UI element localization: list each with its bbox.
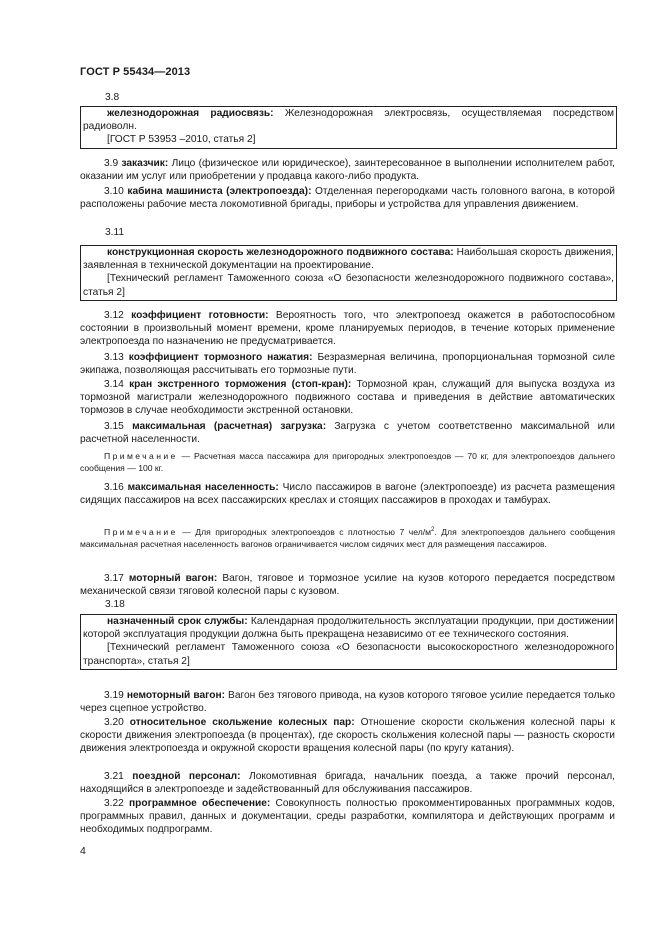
note-superscript: 2 xyxy=(431,527,435,533)
source-reference: [ГОСТ Р 53953 –2010, статья 2] xyxy=(107,134,256,146)
definition-box xyxy=(80,614,617,670)
definition: Локомотивная бригада, начальник поезда, а также прочий персонал, находящийся в электропоезде и задействованный для обслуживания пассажиров. xyxy=(80,771,616,796)
definition-paragraph xyxy=(80,185,615,211)
term-number: 3.13 xyxy=(104,352,124,363)
term: назначенный срок службы: xyxy=(107,616,248,627)
definition-paragraph xyxy=(80,572,615,598)
term-number: 3.14 xyxy=(104,379,124,390)
term: максимальная населенность: xyxy=(127,482,279,493)
definition-paragraph xyxy=(80,481,615,507)
note-label: Примечание xyxy=(104,451,178,461)
definition-text xyxy=(83,107,614,133)
term-number: 3.10 xyxy=(104,186,124,197)
definition-paragraph xyxy=(80,689,615,715)
note-text-continued: . Для электропоездов дальнего сообщения максимальная расчетная населенность вагонов ограничивается числом сидячих мест для размещения пассажиров. xyxy=(80,526,615,549)
definition: Число пассажиров в вагоне (электропоезде) из расчета размещения сидящих пассажиров на всех пассажирских креслах и стоящих пассажиров в проходах и тамбурах. xyxy=(80,482,615,507)
term: поездной персонал: xyxy=(132,771,241,782)
term-number: 3.19 xyxy=(104,690,124,701)
term-number: 3.21 xyxy=(104,771,124,782)
definition-paragraph xyxy=(80,351,615,377)
definition-box xyxy=(80,245,617,301)
term-number: 3.12 xyxy=(104,310,124,321)
definition: Лицо (физическое или юридическое), заинтересованное в выполнении исполнителем работ, оказании им услуг или приобретении у продавца какого-либо продукта. xyxy=(80,158,615,183)
definition: Вероятность того, что электропоезд окажется в работоспособном состоянии в произвольный момент времени, кроме планируемых периодов, в течение которых применение электропоезда по назначению не предусматривается. xyxy=(80,310,615,348)
term: железнодорожная радиосвязь: xyxy=(107,108,274,119)
note xyxy=(80,450,615,474)
term-number: 3.22 xyxy=(104,798,124,809)
term: конструкционная скорость железнодорожного подвижного состава: xyxy=(107,247,454,258)
term: моторный вагон: xyxy=(128,573,218,584)
term: заказчик: xyxy=(121,158,169,169)
term: относительное скольжение колесных пар: xyxy=(129,717,355,728)
term-number: 3.18 xyxy=(105,599,125,610)
definition: Наибольшая скорость движения, заявленная в технической документации на проектирование. xyxy=(83,247,615,272)
definition: Железнодорожная электросвязь, осуществляемая посредством радиоволн. xyxy=(83,108,615,133)
note-text: — Расчетная масса пассажира для пригородных электропоездов — 70 кг, для электропоездов дальнего сообщения — 100 кг. xyxy=(80,451,615,473)
term: немоторный вагон: xyxy=(126,690,226,701)
definition-paragraph xyxy=(80,157,615,183)
definition-paragraph xyxy=(80,716,615,756)
definition: Вагон без тягового привода, на кузов которого тяговое усилие передается только через сцепное устройство. xyxy=(80,690,615,715)
term-number: 3.16 xyxy=(104,482,124,493)
definition-text xyxy=(83,615,614,641)
definition-paragraph xyxy=(80,770,615,796)
source-reference: [Технический регламент Таможенного союза «О безопасности железнодорожного подвижного состава», статья 2] xyxy=(83,273,614,298)
term: коэффициент готовности: xyxy=(131,310,269,321)
definition: Безразмерная величина, пропорциональная тормозной силе экипажа, позволяющая рассчитывать его тормозные пути. xyxy=(80,352,616,377)
definition-box xyxy=(80,106,617,149)
definition: Вагон, тяговое и тормозное усилие на кузов которого передается посредством механической связи тяговой колесной пары с кузовом. xyxy=(80,573,615,598)
term-number: 3.15 xyxy=(104,421,124,432)
term: кран экстренного торможения (стоп-кран): xyxy=(129,379,352,390)
definition-text xyxy=(83,246,614,272)
definition: Тормозной кран, служащий для выпуска воздуха из тормозной магистрали железнодорожного подвижного состава и приведения в действие автоматических тормозов в случае необходимости экстренной остановки. xyxy=(80,379,615,417)
document-header: ГОСТ Р 55434—2013 xyxy=(80,66,191,78)
definition-paragraph xyxy=(80,420,615,446)
term-number: 3.17 xyxy=(104,573,124,584)
note xyxy=(80,524,615,550)
term-number: 3.20 xyxy=(104,717,124,728)
term: программное обеспечение: xyxy=(128,798,271,809)
note-label: Примечание xyxy=(104,526,178,537)
source-reference: [Технический регламент Таможенного союза «О безопасности высокоскоростного железнодорожного транспорта», статья 2] xyxy=(83,642,614,667)
definition: Совокупность полностью прокомментированных программных кодов, программных правил, данных и документации, среды разработки, компилятора и действующих программ и необходимых подпрограмм. xyxy=(80,798,615,836)
definition: Отношение скорости скольжения колесной пары к скорости движения электропоезда (в процентах), где скорость скольжения колесной пары — разность скорости движения электропоезда и окружной скорости вращения колесной пары (по кругу катания). xyxy=(80,717,615,755)
term-number: 3.9 xyxy=(104,158,119,169)
definition: Загрузка с учетом соответственно максимальной или расчетной населенности. xyxy=(80,421,615,446)
term: максимальная (расчетная) загрузка: xyxy=(132,421,327,432)
term: кабина машиниста (электропоезда): xyxy=(127,186,312,197)
definition: Отделенная перегородками часть головного вагона, в которой расположены рабочие места локомотивной бригады, приборы и устройства для управления движением. xyxy=(80,186,615,211)
term-number: 3.8 xyxy=(105,92,120,103)
definition: Календарная продолжительность эксплуатации продукции, при достижении которой эксплуатация продукции должна быть прекращена независимо от ее технического состояния. xyxy=(83,616,614,641)
note-text: — Для пригородных электропоездов с плотностью 7 чел/м xyxy=(177,526,432,537)
term: коэффициент тормозного нажатия: xyxy=(128,352,313,363)
definition-paragraph xyxy=(80,309,615,349)
definition-paragraph xyxy=(80,378,615,418)
term-number: 3.11 xyxy=(105,227,125,238)
page-number: 4 xyxy=(80,845,86,857)
definition-paragraph xyxy=(80,797,615,837)
